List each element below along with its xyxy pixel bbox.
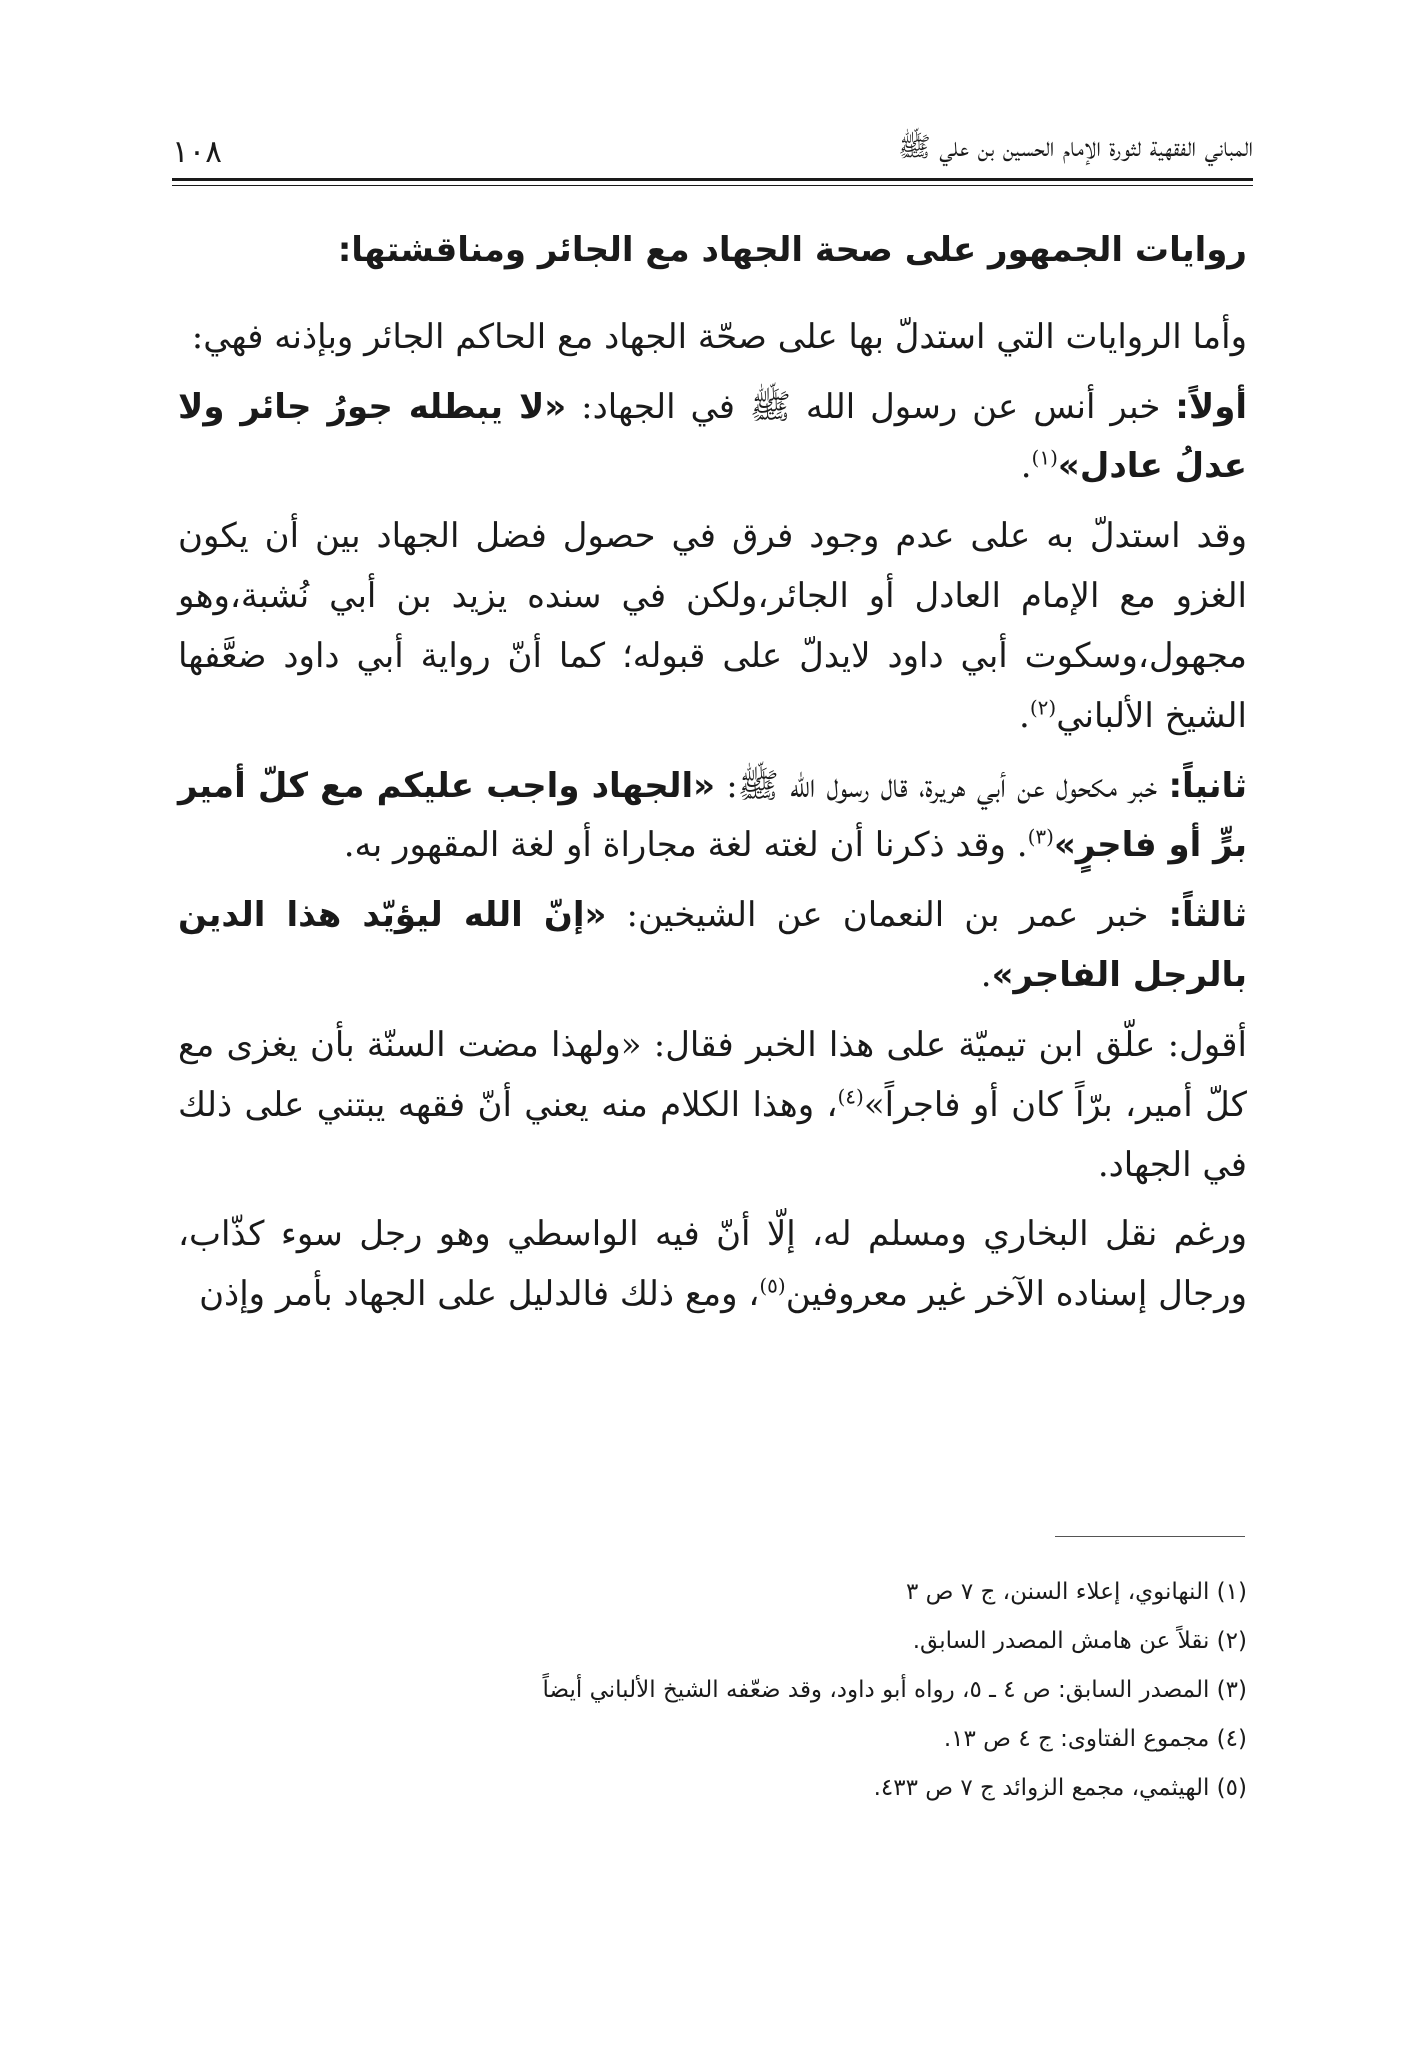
first-quote: «لا يبطله جورُ جائر ولا عدلُ عادل» xyxy=(178,386,1247,487)
discussion-2-text: أقول: علّق ابن تيميّة على هذا الخبر فقال: «ولهذا مضت السنّة بأن يغزى مع كلّ أمير، برّاً كان أو فاجراً» xyxy=(178,1024,1247,1125)
footnote-ref-3: (٣) xyxy=(1027,825,1054,850)
paragraph-intro: وأما الروايات التي استدلّ بها على صحّة الجهاد مع الحاكم الجائر وبإذنه فهي: xyxy=(191,316,1247,357)
paragraph-discussion-2 xyxy=(178,1016,1247,1195)
first-label: أولاً: xyxy=(1175,386,1247,427)
footnote-4: (٤) مجموع الفتاوى: ج ٤ ص ١٣. xyxy=(943,1726,1247,1752)
discussion-2-end: ، وهذا الكلام منه يعني أنّ فقهه يبتني على ذلك في الجهاد. xyxy=(178,1084,1247,1185)
footnotes xyxy=(178,1568,1247,1813)
footnote-3: (٣) المصدر السابق: ص ٤ ـ ٥، رواه أبو داود، وقد ضعّفه الشيخ الألباني أيضاً xyxy=(542,1677,1247,1703)
running-header-title: المباني الفقهية لثورة الإمام الحسين بن علي ﷺ xyxy=(898,132,1253,163)
second-quote: «الجهاد واجب عليكم مع كلّ أمير برٍّ أو فاجرٍ» xyxy=(178,765,1247,866)
discussion-3-end: ، ومع ذلك فالدليل على الجهاد بأمر وإذن xyxy=(199,1274,760,1315)
second-end: . وقد ذكرنا أن لغته لغة مجاراة أو لغة المقهور به. xyxy=(343,825,1028,866)
second-label: ثانياً: xyxy=(1168,765,1247,806)
footnote-ref-2: (٢) xyxy=(1029,695,1057,720)
third-end: . xyxy=(980,955,992,996)
footnote-ref-4: (٤) xyxy=(837,1084,864,1109)
paragraph-third-narration xyxy=(178,886,1247,1006)
footnote-separator xyxy=(1055,1536,1245,1537)
discussion-1-text: وقد استدلّ به على عدم وجود فرق في حصول فضل الجهاد بين أن يكون الغزو مع الإمام العادل أو الجائر،ولكن في سنده يزيد بن أبي نُشبة،وهو مجهول،وسكوت أبي داود لايدلّ على قبوله؛ كما أنّ رواية أبي داود ضعَّفها الشيخ الألباني xyxy=(178,516,1247,736)
header-rule-thick xyxy=(172,178,1253,181)
paragraph-discussion-3 xyxy=(178,1205,1247,1325)
third-quote: «إنّ الله ليؤيّد هذا الدين بالرجل الفاجر» xyxy=(178,895,1247,996)
third-label: ثالثاً: xyxy=(1168,895,1247,936)
paragraph-discussion-1 xyxy=(178,507,1247,746)
first-end: . xyxy=(1020,446,1032,487)
footnote-ref-5: (٥) xyxy=(759,1273,786,1298)
footnote-5: (٥) الهيثمي، مجمع الزوائد ج ٧ ص ٤٣٣. xyxy=(873,1775,1247,1801)
first-text: خبر أنس عن رسول الله ﷺ في الجهاد: xyxy=(566,386,1176,427)
third-text: خبر عمر بن النعمان عن الشيخين: xyxy=(606,895,1169,936)
section-heading: روايات الجمهور على صحة الجهاد مع الجائر ومناقشتها: xyxy=(337,230,1247,270)
discussion-3-text: ورغم نقل البخاري ومسلم له، إلّا أنّ فيه الواسطي وهو رجل سوء كذّاب، ورجال إسناده الآخر غير معروفين xyxy=(178,1214,1247,1315)
footnote-ref-1: (١) xyxy=(1031,446,1058,471)
footnote-2: (٢) نقلاً عن هامش المصدر السابق. xyxy=(912,1628,1247,1654)
page-number: ١٠٨ xyxy=(172,134,222,170)
second-text: خبر مكحول عن أبي هريرة، قال رسول الله ﷺ: xyxy=(715,765,1169,806)
running-header xyxy=(172,118,1253,170)
paragraph-second-narration xyxy=(178,757,1247,877)
footnote-1: (١) النهانوي، إعلاء السنن، ج ٧ ص ٣ xyxy=(906,1579,1247,1605)
main-text xyxy=(178,222,1247,1335)
discussion-1-end: . xyxy=(1019,695,1030,736)
header-rule-thin xyxy=(172,185,1253,186)
paragraph-first-narration xyxy=(178,378,1247,498)
